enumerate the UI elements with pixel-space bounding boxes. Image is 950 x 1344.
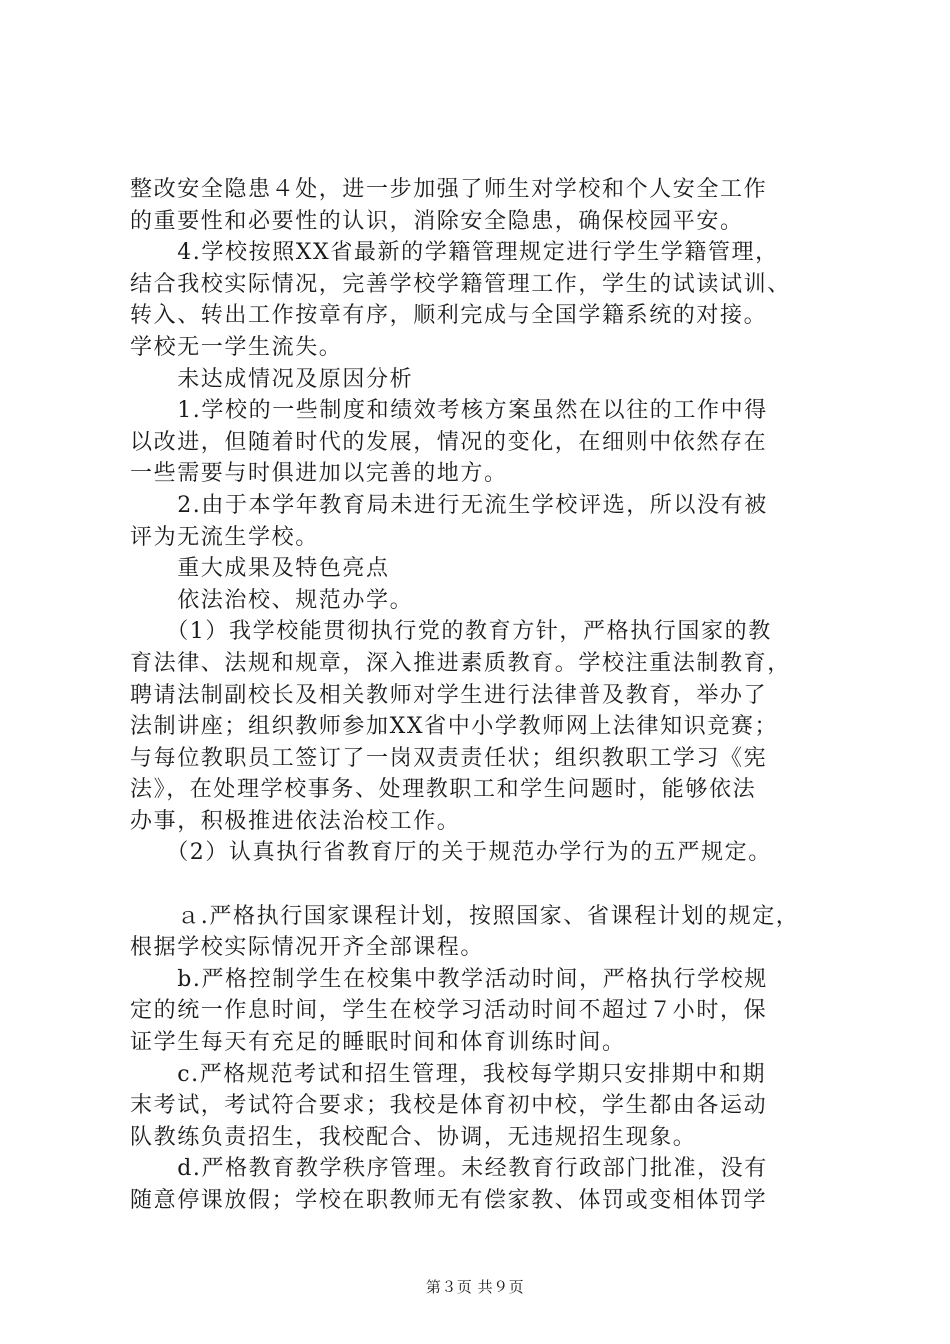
text-line: 定的统一作息时间，学生在校学习活动时间不超过７小时，保	[130, 998, 768, 1024]
text-line: 证学生每天有充足的睡眠时间和体育训练时间。	[130, 1030, 626, 1056]
blank-line	[130, 869, 830, 901]
text-line: 未达成情况及原因分析	[130, 366, 414, 392]
text-line: 整改安全隐患４处，进一步加强了师生对学校和个人安全工作	[130, 177, 768, 202]
text-line: （1）我学校能贯彻执行党的教育方针，严格执行国家的教	[130, 619, 772, 645]
text-line: 依法治校、规范办学。	[130, 587, 414, 613]
text-line: 1.学校的一些制度和绩效考核方案虽然在以往的工作中得	[130, 398, 768, 424]
text-line: 根据学校实际情况开齐全部课程。	[130, 935, 485, 961]
text-line: d.严格教育教学秩序管理。未经教育行政部门批准，没有	[130, 1156, 768, 1182]
text-line: b.严格控制学生在校集中教学活动时间，严格执行学校规	[130, 966, 768, 992]
text-line: 重大成果及特色亮点	[130, 556, 390, 582]
text-line: 末考试，考试符合要求；我校是体育初中校，学生都由各运动	[130, 1093, 768, 1119]
text-line: 2.由于本学年教育局未进行无流生学校评选，所以没有被	[130, 492, 768, 518]
text-line: 学校无一学生流失。	[130, 334, 343, 360]
text-line: 评为无流生学校。	[130, 524, 319, 550]
text-line: 聘请法制副校长及相关教师对学生进行法律普及教育，举办了	[130, 682, 768, 708]
text-line: 一些需要与时俱进加以完善的地方。	[130, 461, 508, 487]
text-line: 4.学校按照XX省最新的学籍管理规定进行学生学籍管理，	[130, 240, 779, 266]
text-line: 法》，在处理学校事务、处理教职工和学生问题时，能够依法	[130, 777, 757, 803]
text-line: 办事，积极推进依法治校工作。	[130, 808, 461, 834]
text-line: 的重要性和必要性的认识，消除安全隐患，确保校园平安。	[130, 208, 744, 234]
text-line: 队教练负责招生，我校配合、协调，无违规招生现象。	[130, 1124, 697, 1150]
text-line: ａ.严格执行国家课程计划，按照国家、省课程计划的规定，	[130, 903, 800, 929]
page-footer: 第３页 共９页	[425, 1278, 525, 1296]
text-line: 转入、转出工作按章有序，顺利完成与全国学籍系统的对接。	[130, 303, 768, 329]
text-line: 以改进，但随着时代的发展，情况的变化，在细则中依然存在	[130, 429, 768, 455]
text-line: 随意停课放假；学校在职教师无有偿家教、体罚或变相体罚学	[130, 1188, 768, 1213]
text-line: （2）认真执行省教育厅的关于规范办学行为的五严规定。	[130, 840, 772, 866]
text-line: 育法律、法规和规章，深入推进素质教育。学校注重法制教育，	[130, 650, 791, 676]
text-line: 结合我校实际情况，完善学校学籍管理工作，学生的试读试训、	[130, 271, 791, 297]
text-line: c.严格规范考试和招生管理，我校每学期只安排期中和期	[130, 1061, 767, 1087]
text-line: 法制讲座；组织教师参加XX省中小学教师网上法律知识竞赛；	[130, 714, 779, 740]
document-body	[130, 174, 830, 1217]
text-line: 与每位教职员工签订了一岗双责责任状；组织教职工学习《宪	[130, 745, 768, 771]
